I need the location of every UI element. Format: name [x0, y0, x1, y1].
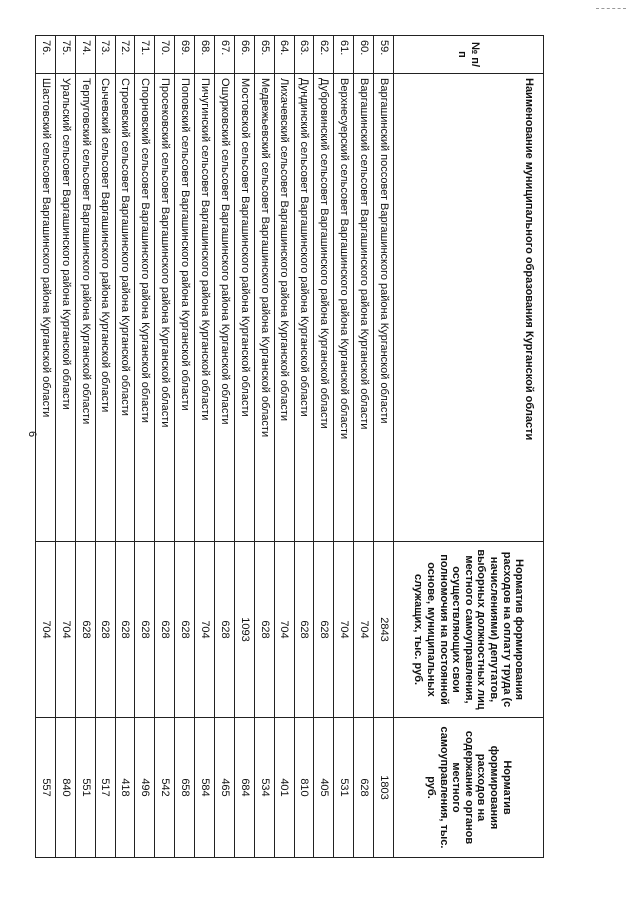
scan-artifact	[596, 8, 626, 10]
upkeep-value: 551	[75, 718, 95, 858]
upkeep-value: 531	[334, 718, 354, 858]
table-row	[374, 36, 394, 858]
upkeep-value: 810	[294, 718, 314, 858]
table-row	[155, 36, 175, 858]
municipality-name: Терпуговский сельсовет Варгашинского района Курганской области	[75, 74, 95, 542]
table-row	[354, 36, 374, 858]
deputies-payroll-value: 628	[314, 542, 334, 718]
row-number: 60.	[354, 36, 374, 74]
row-number: 74.	[75, 36, 95, 74]
deputies-payroll-value: 704	[35, 542, 55, 718]
table-row	[294, 36, 314, 858]
table-row	[254, 36, 274, 858]
upkeep-value: 496	[135, 718, 155, 858]
header-num: № п/п	[394, 36, 544, 74]
municipality-name: Дубровинский сельсовет Варгашинского района Курганской области	[314, 74, 334, 542]
deputies-payroll-value: 628	[135, 542, 155, 718]
header-deputies-payroll-norm: Норматив формирования расходов на оплату труда (с начислениями) депутатов, выборных должностных лиц местного самоуправления, осуществляющих свои полномочия на постоянной основе, муниципальных служащих, тыс. руб.	[394, 542, 544, 718]
municipality-name: Строевский сельсовет Варгашинского района Курганской области	[115, 74, 135, 542]
row-number: 71.	[135, 36, 155, 74]
table-row	[274, 36, 294, 858]
upkeep-value: 405	[314, 718, 334, 858]
municipality-name: Ошурковский сельсовет Варгашинского района Курганской области	[214, 74, 234, 542]
deputies-payroll-value: 704	[354, 542, 374, 718]
upkeep-value: 534	[254, 718, 274, 858]
deputies-payroll-value: 704	[334, 542, 354, 718]
row-number: 66.	[234, 36, 254, 74]
row-number: 75.	[55, 36, 75, 74]
table-row	[314, 36, 334, 858]
upkeep-value: 840	[55, 718, 75, 858]
row-number: 72.	[115, 36, 135, 74]
municipality-name: Пичугинский сельсовет Варгашинского района Курганской области	[195, 74, 215, 542]
deputies-payroll-value: 628	[175, 542, 195, 718]
upkeep-value: 465	[214, 718, 234, 858]
upkeep-value: 658	[175, 718, 195, 858]
row-number: 70.	[155, 36, 175, 74]
upkeep-value: 1803	[374, 718, 394, 858]
deputies-payroll-value: 1093	[234, 542, 254, 718]
table-row	[135, 36, 155, 858]
municipality-name: Медвежьевский сельсовет Варгашинского района Курганской области	[254, 74, 274, 542]
row-number: 63.	[294, 36, 314, 74]
municipality-name: Верхнесуерский сельсовет Варгашинского района Курганской области	[334, 74, 354, 542]
upkeep-value: 418	[115, 718, 135, 858]
row-number: 62.	[314, 36, 334, 74]
deputies-payroll-value: 628	[155, 542, 175, 718]
table-row	[195, 36, 215, 858]
table-row	[75, 36, 95, 858]
deputies-payroll-value: 628	[115, 542, 135, 718]
table-row	[55, 36, 75, 858]
row-number: 69.	[175, 36, 195, 74]
row-number: 76.	[35, 36, 55, 74]
table-row	[35, 36, 55, 858]
municipality-name: Мостовской сельсовет Варгашинского района Курганской области	[234, 74, 254, 542]
deputies-payroll-value: 704	[274, 542, 294, 718]
row-number: 68.	[195, 36, 215, 74]
municipality-name: Варгашинский поссовет Варгашинского района Курганской области	[374, 74, 394, 542]
municipality-name: Шастовский сельсовет Варгашинского района Курганской области	[35, 74, 55, 542]
row-number: 73.	[95, 36, 115, 74]
deputies-payroll-value: 628	[95, 542, 115, 718]
row-number: 67.	[214, 36, 234, 74]
table-row	[115, 36, 135, 858]
municipality-name: Просековский сельсовет Варгашинского района Курганской области	[155, 74, 175, 542]
municipality-name: Варгашинский сельсовет Варгашинского района Курганской области	[354, 74, 374, 542]
deputies-payroll-value: 704	[195, 542, 215, 718]
upkeep-value: 684	[234, 718, 254, 858]
table-header-row	[394, 36, 544, 858]
deputies-payroll-value: 628	[294, 542, 314, 718]
row-number: 59.	[374, 36, 394, 74]
deputies-payroll-value: 628	[214, 542, 234, 718]
page-number: 6	[26, 430, 38, 438]
deputies-payroll-value: 628	[254, 542, 274, 718]
upkeep-value: 557	[35, 718, 55, 858]
table-row	[175, 36, 195, 858]
upkeep-value: 542	[155, 718, 175, 858]
municipality-name: Дундинский сельсовет Варгашинского района Курганской области	[294, 74, 314, 542]
header-upkeep-norm: Норматив формирования расходов на содержание органов местного самоуправления, тыс. руб.	[394, 718, 544, 858]
table-row	[334, 36, 354, 858]
deputies-payroll-value: 2843	[374, 542, 394, 718]
rotated-table-container	[36, 35, 544, 857]
table-row	[214, 36, 234, 858]
deputies-payroll-value: 704	[55, 542, 75, 718]
norms-table	[35, 35, 544, 858]
row-number: 64.	[274, 36, 294, 74]
upkeep-value: 401	[274, 718, 294, 858]
table-row	[95, 36, 115, 858]
upkeep-value: 584	[195, 718, 215, 858]
municipality-name: Спорновский сельсовет Варгашинского района Курганской области	[135, 74, 155, 542]
municipality-name: Уральский сельсовет Варгашинского района Курганской области	[55, 74, 75, 542]
upkeep-value: 517	[95, 718, 115, 858]
deputies-payroll-value: 628	[75, 542, 95, 718]
table-row	[234, 36, 254, 858]
row-number: 65.	[254, 36, 274, 74]
table-body	[35, 36, 393, 858]
municipality-name: Лихачевский сельсовет Варгашинского района Курганской области	[274, 74, 294, 542]
municipality-name: Сычевский сельсовет Варгашинского района Курганской области	[95, 74, 115, 542]
row-number: 61.	[334, 36, 354, 74]
upkeep-value: 628	[354, 718, 374, 858]
municipality-name: Поповский сельсовет Варгашинского района Курганской области	[175, 74, 195, 542]
header-municipality-name: Наименование муниципального образования Курганской области	[394, 74, 544, 542]
